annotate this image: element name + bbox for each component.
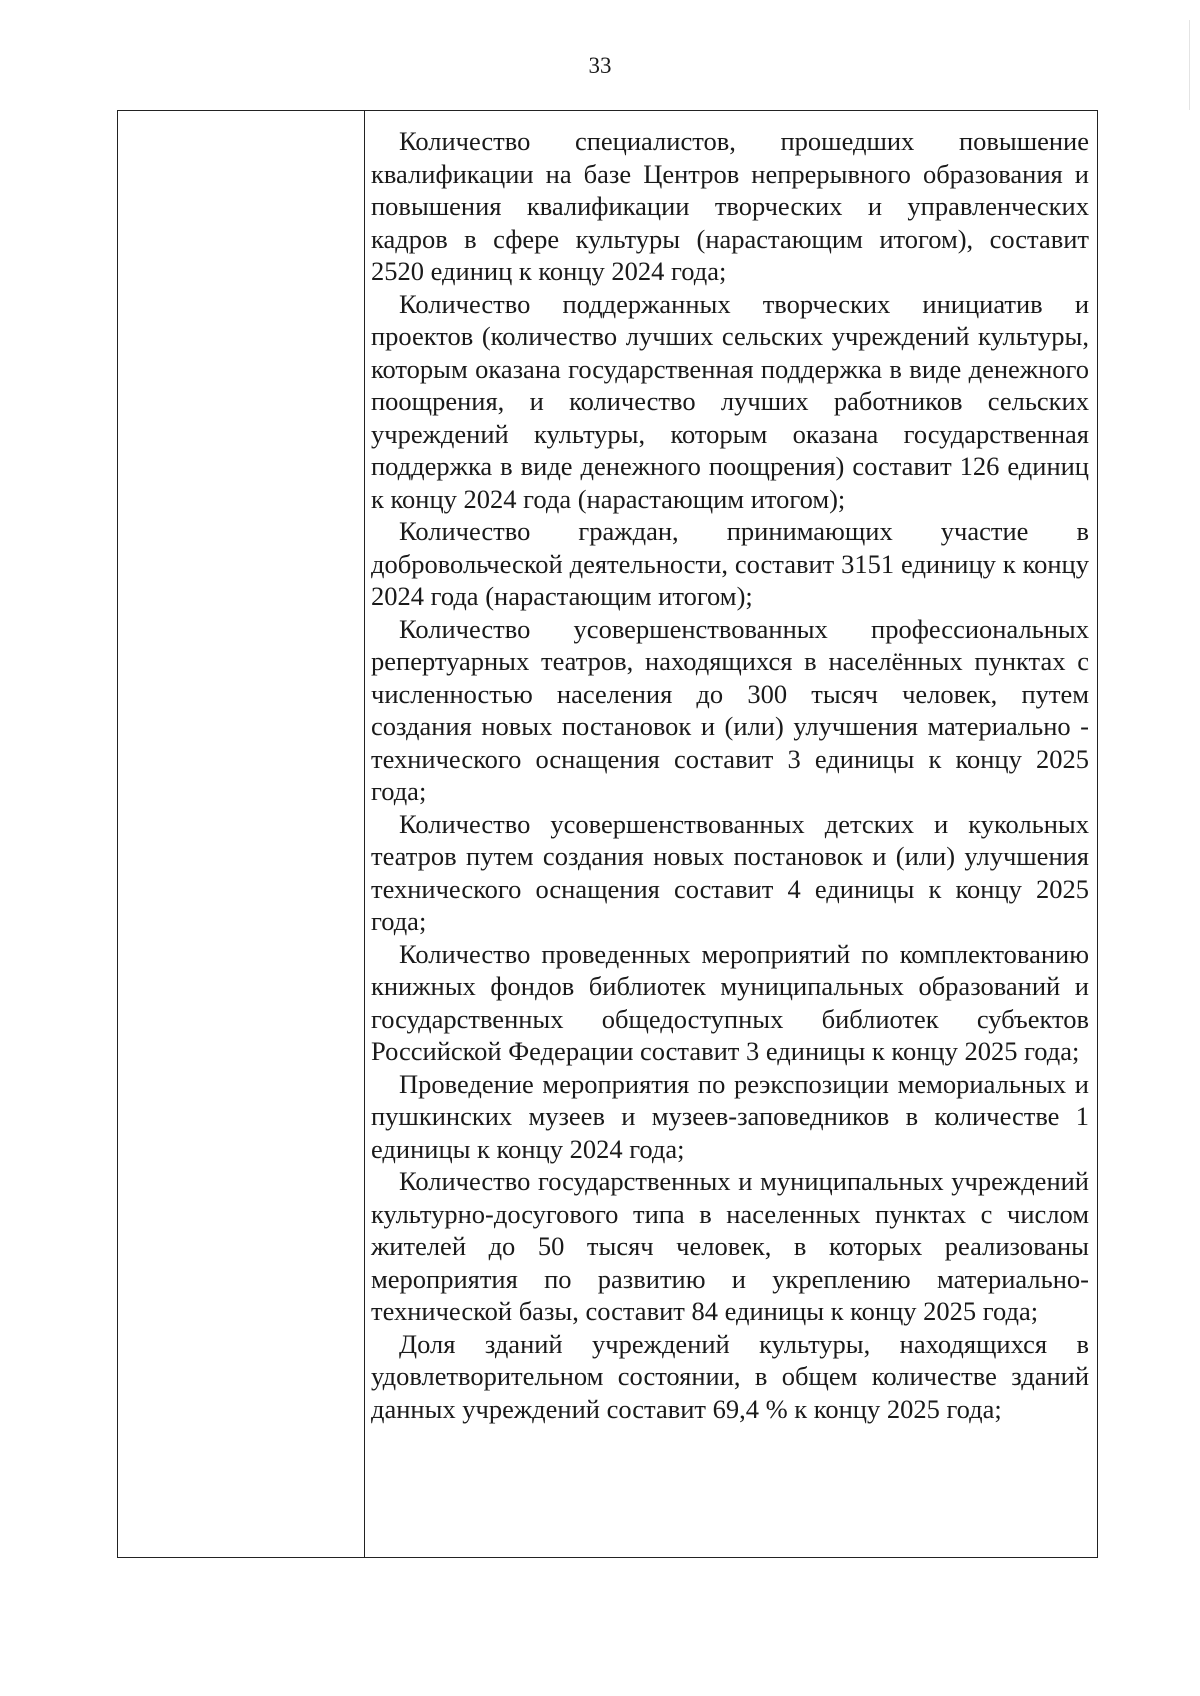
scan-edge-mark bbox=[1189, 20, 1190, 110]
indicators-table bbox=[117, 110, 1098, 1558]
indicator-paragraph: Количество усовершенствованных детских и кукольных театров путем создания новых постановок и (или) улучшения технического оснащения составит 4 единицы к концу 2025 года; bbox=[371, 808, 1089, 936]
table-left-cell bbox=[118, 111, 365, 1557]
table-right-cell bbox=[371, 125, 1089, 1425]
indicator-paragraph: Количество усовершенствованных профессиональных репертуарных театров, находящихся в населённых пунктах с численностью населения до 300 тысяч человек, путем создания новых постановок и (или) улучшения материально - технического оснащения составит 3 единицы к концу 2025 года; bbox=[371, 613, 1089, 806]
indicator-paragraph: Количество проведенных мероприятий по комплектованию книжных фондов библиотек муниципальных образований и государственных общедоступных библиотек субъектов Российской Федерации составит 3 единицы к концу 2025 года; bbox=[371, 938, 1089, 1066]
page-number: 33 bbox=[588, 53, 612, 78]
indicator-paragraph: Проведение мероприятия по реэкспозиции мемориальных и пушкинских музеев и музеев-заповедников в количестве 1 единицы к концу 2024 года; bbox=[371, 1068, 1089, 1164]
indicator-paragraph: Количество государственных и муниципальных учреждений культурно-досугового типа в населенных пунктах с числом жителей до 50 тысяч человек, в которых реализованы мероприятия по развитию и укреплению материально-технической базы, составит 84 единицы к концу 2025 года; bbox=[371, 1166, 1089, 1326]
indicator-paragraph: Количество специалистов, прошедших повышение квалификации на базе Центров непрерывного образования и повышения квалификации творческих и управленческих кадров в сфере культуры (нарастающим итогом), составит 2520 единиц к концу 2024 года; bbox=[371, 126, 1089, 286]
indicator-paragraph: Количество поддержанных творческих инициатив и проектов (количество лучших сельских учреждений культуры, которым оказана государственная поддержка в виде денежного поощрения, и количество лучших работников сельских учреждений культуры, которым оказана государственная поддержка в виде денежного поощрения) составит 126 единиц к концу 2024 года (нарастающим итогом); bbox=[371, 288, 1089, 514]
indicator-paragraph: Количество граждан, принимающих участие в добровольческой деятельности, составит 3151 единицу к концу 2024 года (нарастающим итогом); bbox=[371, 516, 1089, 611]
indicator-paragraph: Доля зданий учреждений культуры, находящихся в удовлетворительном состоянии, в общем количестве зданий данных учреждений составит 69,4 % к концу 2025 года; bbox=[371, 1328, 1089, 1424]
